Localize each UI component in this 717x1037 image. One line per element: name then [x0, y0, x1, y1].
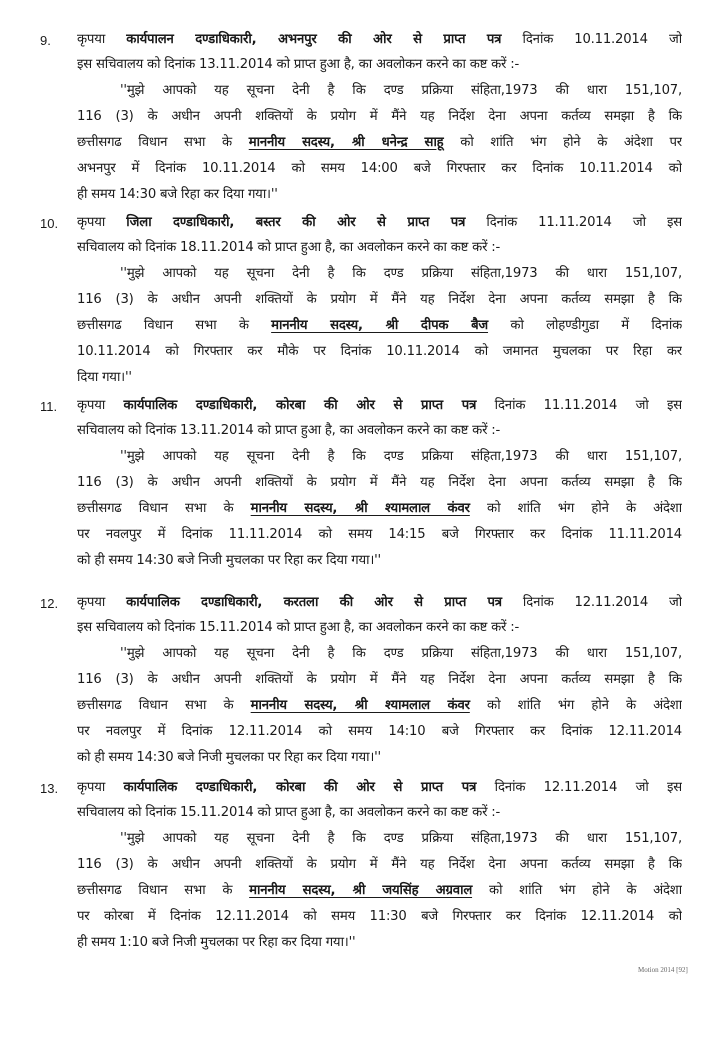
- arrest-line: पर नवलपुर में दिनांक 11.11.2014 को समय 14:15 बजे गिरफ्तार कर दिनांक 11.11.2014: [77, 527, 682, 542]
- member-name: माननीय सदस्य, श्री जयसिंह अग्रवाल: [249, 883, 473, 898]
- quote-line: ''मुझे आपको यह सूचना देनी है कि दण्ड प्रक्रिया संहिता,1973 की धारा 151,107,: [120, 449, 682, 464]
- text-run: कृपया: [77, 32, 127, 47]
- member-line: [77, 496, 682, 522]
- member-line: [77, 878, 682, 904]
- text-run: कृपया: [77, 780, 124, 795]
- release-line: को ही समय 14:30 बजे निजी मुचलका पर रिहा कर दिया गया।'': [77, 553, 381, 568]
- text-run: कृपया: [77, 595, 127, 610]
- arrest-line: पर कोरबा में दिनांक 12.11.2014 को समय 11:30 बजे गिरफ्तार कर दिनांक 12.11.2014 को: [77, 909, 682, 924]
- text-run: को लोहण्डीगुडा में दिनांक: [488, 318, 682, 333]
- sender-office: कार्यपालिक दण्डाधिकारी, कोरबा की ओर से प्राप्त पत्र: [123, 780, 477, 795]
- text-run: दिनांक 11.11.2014 जो इस: [465, 215, 682, 230]
- release-line: ही समय 14:30 बजे रिहा कर दिया गया।'': [77, 187, 278, 202]
- quote-line: 116 (3) के अधीन अपनी शक्तियों के प्रयोग में मैंने यह निर्देश देना अपना कर्तव्य समझा है कि: [77, 857, 682, 872]
- item-number: 11.: [40, 399, 58, 414]
- text-run: को शांति भंग होने के अंदेशा: [469, 698, 682, 713]
- text-run: छत्तीसगढ विधान सभा के: [77, 883, 250, 898]
- item-intro-line: [77, 393, 682, 419]
- sender-office: कार्यपालिक दण्डाधिकारी, कोरबा की ओर से प्राप्त पत्र: [123, 398, 477, 413]
- text-run: कृपया: [77, 215, 127, 230]
- item-intro-line: [77, 590, 682, 616]
- sender-office: कार्यपालिक दण्डाधिकारी, करतला की ओर से प्राप्त पत्र: [126, 595, 502, 610]
- receipt-line: सचिवालय को दिनांक 18.11.2014 को प्राप्त हुआ है, का अवलोकन करने का कष्ट करें :-: [77, 240, 501, 255]
- receipt-line: सचिवालय को दिनांक 13.11.2014 को प्राप्त हुआ है, का अवलोकन करने का कष्ट करें :-: [77, 423, 501, 438]
- text-run: को शांति भंग होने के अंदेशा: [469, 501, 682, 516]
- release-line: को ही समय 14:30 बजे निजी मुचलका पर रिहा कर दिया गया।'': [77, 750, 381, 765]
- member-name: माननीय सदस्य, श्री धनेन्द्र साहू: [248, 135, 444, 150]
- quote-line: 116 (3) के अधीन अपनी शक्तियों के प्रयोग में मैंने यह निर्देश देना अपना कर्तव्य समझा है कि: [77, 475, 682, 490]
- text-run: को शांति भंग होने के अंदेशा पर: [443, 135, 682, 150]
- item-number: 9.: [40, 33, 51, 48]
- member-line: [77, 693, 682, 719]
- member-name: माननीय सदस्य, श्री दीपक बैज: [271, 318, 489, 333]
- quote-line: ''मुझे आपको यह सूचना देनी है कि दण्ड प्रक्रिया संहिता,1973 की धारा 151,107,: [120, 831, 682, 846]
- item-intro-line: [77, 775, 682, 801]
- release-line: ही समय 1:10 बजे निजी मुचलका पर रिहा कर दिया गया।'': [77, 935, 356, 950]
- receipt-line: इस सचिवालय को दिनांक 15.11.2014 को प्राप्त हुआ है, का अवलोकन करने का कष्ट करें :-: [77, 620, 520, 635]
- text-run: छत्तीसगढ विधान सभा के: [77, 135, 249, 150]
- release-line: दिया गया।'': [77, 370, 132, 385]
- member-line: [77, 130, 682, 156]
- text-run: छत्तीसगढ विधान सभा के: [77, 501, 251, 516]
- arrest-line: 10.11.2014 को गिरफ्तार कर मौके पर दिनांक 10.11.2014 को जमानत मुचलका पर रिहा कर: [77, 344, 682, 359]
- member-line: [77, 313, 682, 339]
- quote-line: 116 (3) के अधीन अपनी शक्तियों के प्रयोग में मैंने यह निर्देश देना अपना कर्तव्य समझा है कि: [77, 109, 682, 124]
- text-run: दिनांक 12.11.2014 जो: [501, 595, 682, 610]
- text-run: को शांति भंग होने के अंदेशा: [472, 883, 682, 898]
- item-number: 10.: [40, 216, 59, 231]
- text-run: दिनांक 11.11.2014 जो इस: [476, 398, 682, 413]
- item-number: 12.: [40, 596, 59, 611]
- arrest-line: पर नवलपुर में दिनांक 12.11.2014 को समय 14:10 बजे गिरफ्तार कर दिनांक 12.11.2014: [77, 724, 682, 739]
- receipt-line: इस सचिवालय को दिनांक 13.11.2014 को प्राप्त हुआ है, का अवलोकन करने का कष्ट करें :-: [77, 57, 520, 72]
- arrest-line: अभनपुर में दिनांक 10.11.2014 को समय 14:00 बजे गिरफ्तार कर दिनांक 10.11.2014 को: [77, 161, 682, 176]
- item-intro-line: [77, 210, 682, 236]
- quote-line: 116 (3) के अधीन अपनी शक्तियों के प्रयोग में मैंने यह निर्देश देना अपना कर्तव्य समझा है कि: [77, 672, 682, 687]
- quote-line: 116 (3) के अधीन अपनी शक्तियों के प्रयोग में मैंने यह निर्देश देना अपना कर्तव्य समझा है कि: [77, 292, 682, 307]
- text-run: छत्तीसगढ विधान सभा के: [77, 698, 251, 713]
- sender-office: कार्यपालन दण्डाधिकारी, अभनपुर की ओर से प्राप्त पत्र: [126, 32, 502, 47]
- quote-line: ''मुझे आपको यह सूचना देनी है कि दण्ड प्रक्रिया संहिता,1973 की धारा 151,107,: [120, 266, 682, 281]
- receipt-line: सचिवालय को दिनांक 15.11.2014 को प्राप्त हुआ है, का अवलोकन करने का कष्ट करें :-: [77, 805, 501, 820]
- text-run: दिनांक 10.11.2014 जो: [501, 32, 682, 47]
- item-intro-line: [77, 27, 682, 53]
- sender-office: जिला दण्डाधिकारी, बस्तर की ओर से प्राप्त पत्र: [126, 215, 466, 230]
- item-number: 13.: [40, 781, 59, 796]
- text-run: छत्तीसगढ विधान सभा के: [77, 318, 272, 333]
- quote-line: ''मुझे आपको यह सूचना देनी है कि दण्ड प्रक्रिया संहिता,1973 की धारा 151,107,: [120, 83, 682, 98]
- member-name: माननीय सदस्य, श्री श्यामलाल कंवर: [250, 698, 470, 713]
- quote-line: ''मुझे आपको यह सूचना देनी है कि दण्ड प्रक्रिया संहिता,1973 की धारा 151,107,: [120, 646, 682, 661]
- member-name: माननीय सदस्य, श्री श्यामलाल कंवर: [250, 501, 470, 516]
- text-run: दिनांक 12.11.2014 जो इस: [476, 780, 682, 795]
- text-run: कृपया: [77, 398, 124, 413]
- page-footer: Motion 2014 [92]: [638, 966, 688, 974]
